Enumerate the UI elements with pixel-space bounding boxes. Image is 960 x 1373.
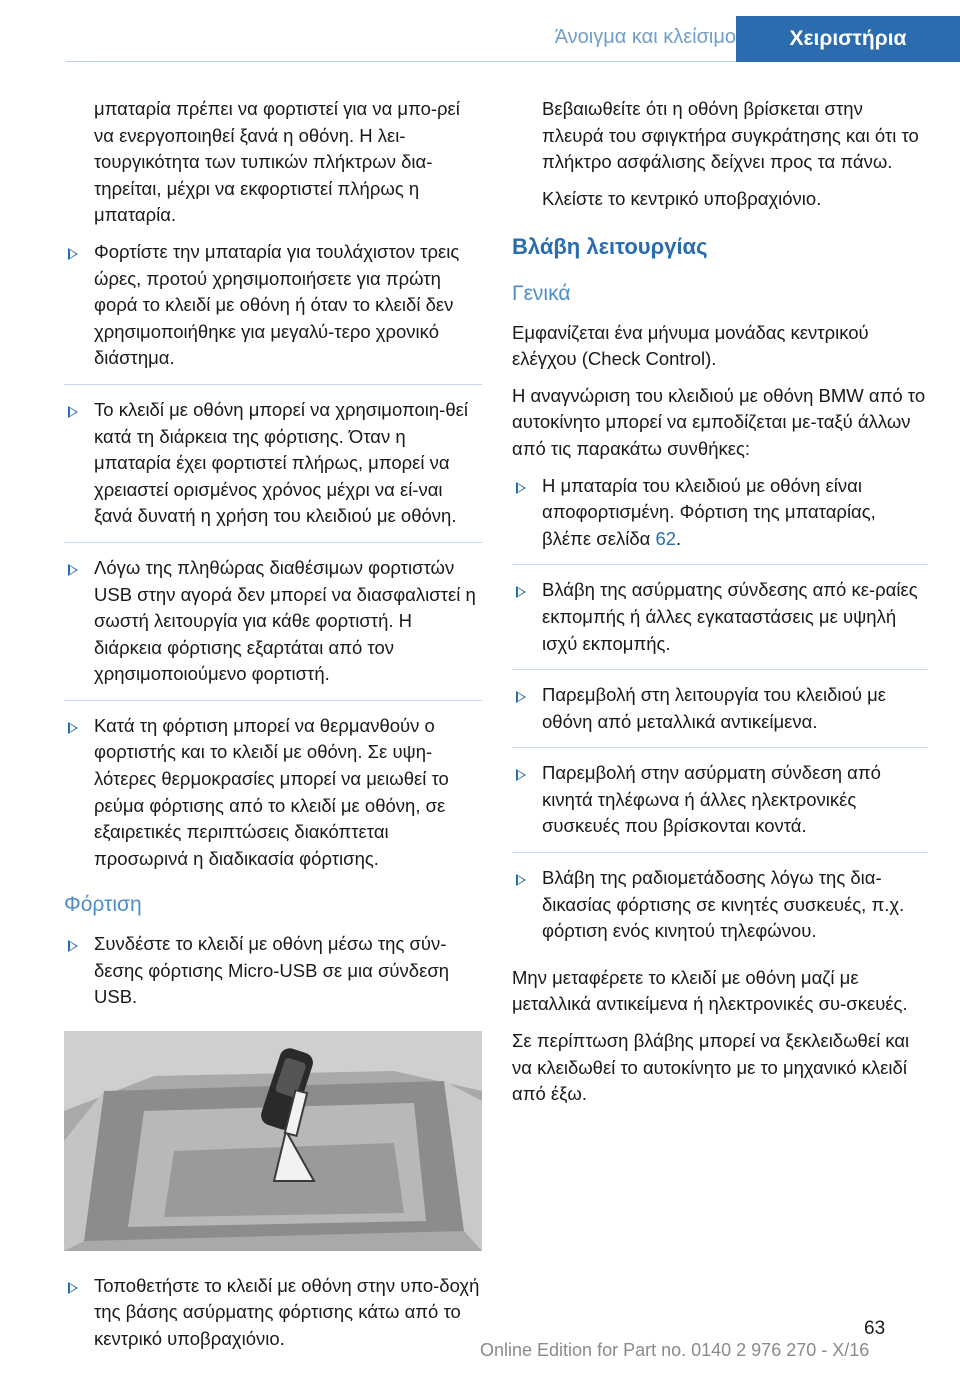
bullet-triangle-icon: [68, 248, 78, 260]
edition-footer: Online Edition for Part no. 0140 2 976 270 - X/16: [480, 1340, 870, 1360]
bullet-triangle-icon: [516, 874, 526, 886]
left-column: [64, 96, 482, 1373]
charging-step-text: Τοποθετήστε το κλειδί με οθόνη στην υπο-δοχή της βάσης ασύρματης φόρτισης κάτω από το κεντρικό υποβραχιόνιο.: [94, 1274, 480, 1349]
header-chapter-tab: Χειριστήρια: [736, 16, 960, 62]
list-item: [64, 239, 482, 385]
list-item-text: Βλάβη της ασύρματης σύνδεσης από κε-ραίες εκπομπής ή άλλες εγκαταστάσεις με υψηλή ισχύ εκπομπής.: [542, 579, 918, 654]
list-item: [512, 577, 928, 670]
closing-paragraph: Μην μεταφέρετε το κλειδί με οθόνη μαζί με μεταλλικά αντικείμενα ή ηλεκτρονικές συ-σκευές.: [512, 966, 908, 1015]
page-number: 63: [864, 1318, 886, 1339]
armrest-illustration: [64, 1031, 482, 1251]
intro-paragraph: μπαταρία πρέπει να φορτιστεί για να μπο-ρεί να ενεργοποιηθεί ξανά η οθόνη. Η λει-τουργικότητα των τυπικών πλήκτρων δια-τηρείται, μέχρι να εκφορτιστεί πλήρως η μπαταρία.: [94, 98, 460, 226]
charging-step: [64, 1273, 482, 1353]
list-item: [64, 713, 482, 873]
bullet-triangle-icon: [68, 1282, 78, 1294]
continuation-paragraph: Κλείστε το κεντρικό υποβραχιόνιο.: [542, 187, 822, 209]
charging-step-text: Συνδέστε το κλειδί με οθόνη μέσω της σύν-δεσης φόρτισης Micro-USB σε μια σύνδεση USB.: [94, 933, 450, 1008]
general-paragraph: Εμφανίζεται ένα μήνυμα μονάδας κεντρικού ελέγχου (Check Control).: [512, 321, 869, 370]
list-item: [512, 760, 928, 853]
list-item-text: Φορτίστε την μπαταρία για τουλάχιστον τρεις ώρες, προτού χρησιμοποιήσετε για πρώτη φορά το κλειδί με οθόνη ή όταν το κλειδί δεν χρησιμοποιήθηκε για μεγαλύ-τερο χρονικό διάστημα.: [94, 240, 460, 369]
page-reference-link[interactable]: 62: [655, 527, 677, 549]
bullet-triangle-icon: [68, 940, 78, 952]
list-item-text: Παρεμβολή στη λειτουργία του κλειδιού με οθόνη από μεταλλικά αντικείμενα.: [542, 684, 886, 732]
list-item: [512, 682, 928, 748]
bullet-triangle-icon: [516, 586, 526, 598]
bullet-triangle-icon: [68, 722, 78, 734]
page-header: [0, 0, 960, 62]
list-item: [512, 473, 928, 566]
charging-heading: Φόρτιση: [64, 893, 142, 917]
bullet-triangle-icon: [68, 564, 78, 576]
list-item: [64, 555, 482, 701]
bullet-triangle-icon: [516, 691, 526, 703]
list-item-text: Κατά τη φόρτιση μπορεί να θερμανθούν ο φορτιστής και το κλειδί με οθόνη. Σε υψη-λότερες θερμοκρασίες μπορεί να μειωθεί το ρεύμα φόρτισης από το κλειδί με οθόνη, σε εξαιρετικές περιπτώσεις διακόπτεται προσωρινά η διαδικασία φόρτισης.: [94, 714, 449, 869]
charging-step: [64, 931, 482, 1011]
right-column: [512, 96, 928, 1118]
list-item-text: Παρεμβολή στην ασύρματη σύνδεση από κινητά τηλέφωνα ή άλλες ηλεκτρονικές συσκευές που βρίσκονται κοντά.: [542, 762, 881, 837]
header-divider: [66, 61, 736, 62]
bullet-triangle-icon: [68, 406, 78, 418]
list-item-text: Η μπαταρία του κλειδιού με οθόνη είναι αποφορτισμένη. Φόρτιση της μπαταρίας, βλέπε σελίδα 62.: [542, 474, 876, 549]
list-item-text: Το κλειδί με οθόνη μπορεί να χρησιμοποιη-θεί κατά τη διάρκεια της φόρτισης. Όταν η μπαταρία έχει φορτιστεί πλήρως, μπορεί να χρειαστεί ορισμένος χρόνος μέχρι να εί-ναι ξανά δυνατή η χρήση του κλειδιού με οθόνη.: [94, 398, 468, 527]
header-section-title: Άνοιγμα και κλείσιμο: [554, 26, 736, 48]
bullet-triangle-icon: [516, 769, 526, 781]
list-item: [64, 397, 482, 543]
general-heading: Γενικά: [512, 281, 571, 305]
closing-paragraph: Σε περίπτωση βλάβης μπορεί να ξεκλειδωθεί και να κλειδωθεί το αυτοκίνητο με το μηχανικό κλειδί από έξω.: [512, 1030, 910, 1105]
list-item: [512, 865, 928, 945]
charging-tray-photo: [64, 1031, 482, 1251]
malfunction-heading: Βλάβη λειτουργίας: [512, 234, 708, 260]
list-item-text: Βλάβη της ραδιομετάδοσης λόγω της δια-δικασίας φόρτισης σε κινητές συσκευές, π.χ. φόρτιση ενός κινητού τηλεφώνου.: [542, 867, 905, 942]
list-item-text: Λόγω της πληθώρας διαθέσιμων φορτιστών USB στην αγορά δεν μπορεί να διασφαλιστεί η σωστή λειτουργία για κάθε φορτιστή. Η διάρκεια φόρτισης εξαρτάται από τον χρησιμοποιούμενο φορτιστή.: [94, 556, 476, 685]
bullet-triangle-icon: [516, 482, 526, 494]
continuation-paragraph: Βεβαιωθείτε ότι η οθόνη βρίσκεται στην πλευρά του σφιγκτήρα συγκράτησης και ότι το πλήκτρο ασφάλισης δείχνει προς τα πάνω.: [542, 98, 919, 173]
general-paragraph: Η αναγνώριση του κλειδιού με οθόνη BMW από το αυτοκίνητο μπορεί να εμποδίζεται με-ταξύ άλλων από τις παρακάτω συνθήκες:: [512, 384, 926, 459]
